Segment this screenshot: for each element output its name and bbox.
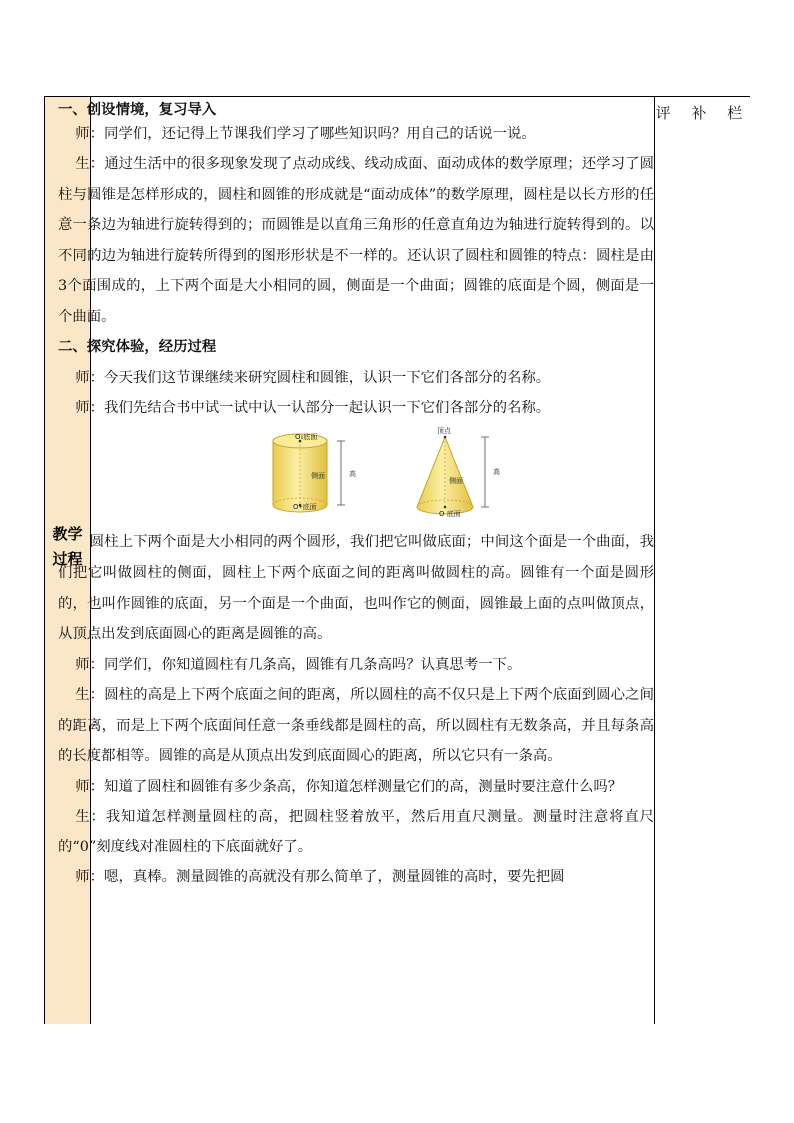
paragraph: 师：今天我们这节课继续来研究圆柱和圆锥，认识一下它们各部分的名称。 bbox=[75, 370, 551, 386]
cone-diagram bbox=[403, 427, 523, 523]
cylinder-diagram bbox=[263, 427, 383, 523]
paragraph: 师：知道了圆柱和圆锥有多少条高，你知道怎样测量它们的高，测量时要注意什么吗？ bbox=[75, 778, 623, 795]
paragraph: 生：圆柱的高是上下两个底面之间的距离，所以圆柱的高不仅只是上下两个底面到圆心之间的距离，而是上下两个底面间任意一条垂线都是圆柱的高，所以圆柱有无数条高，并且每条高的长度都相等。圆锥的高是从顶点出发到底面圆心的距离，所以它只有一条高。 bbox=[58, 687, 654, 765]
paragraph: 师：同学们，还记得上节课我们学习了哪些知识吗？用自己的话说一说。 bbox=[75, 126, 536, 142]
paragraph: 师：嗯，真棒。测量圆锥的高就没有那么简单了，测量圆锥的高时，要先把圆 bbox=[75, 868, 565, 885]
paragraph: 师：我们先结合书中试一试中认一认部分一起认识一下它们各部分的名称。 bbox=[75, 400, 551, 416]
cone-bottom-label: O 底面 bbox=[439, 510, 461, 518]
cylinder-side-label: 侧面 bbox=[311, 472, 325, 480]
cone-apex-label: 顶点 bbox=[437, 427, 451, 435]
lesson-content bbox=[58, 96, 654, 892]
paragraph: 生：通过生活中的很多现象发现了点动成线、线动成面、面动成体的数学原理；还学习了圆柱与圆锥是怎样形成的，圆柱和圆锥的形成就是“面动成体”的数学原理，圆柱是以长方形的任意一条边为轴进行旋转得到的；而圆锥是以直角三角形的任意直角边为轴进行旋转得到的。以不同的边为轴进行旋转所得到的图形形状是不一样的。还认识了圆柱和圆锥的特点：圆柱是由3个面围成的，上下两个面是大小相同的圆，侧面是一个曲面；圆锥的底面是个圆，侧面是一个曲面。 bbox=[58, 156, 654, 325]
cone-side-label: 侧面 bbox=[449, 477, 463, 485]
review-column bbox=[654, 97, 751, 1024]
paragraph: 圆柱上下两个面是大小相同的两个圆形，我们把它叫做底面；中间这个面是一个曲面，我们把它叫做圆柱的侧面，圆柱上下两个底面之间的距离叫做圆柱的高。圆锥有一个面是圆形的，也叫作圆锥的底面，另一个面是一个曲面，也叫作它的侧面，圆锥最上面的点叫做顶点，从顶点出发到底面圆心的距离是圆锥的高。 bbox=[58, 534, 654, 643]
review-column-header: 评 补 栏 bbox=[655, 104, 751, 122]
section-label: 教学 过程 bbox=[52, 525, 83, 568]
cylinder-height-label: 高 bbox=[349, 470, 356, 478]
section-heading-1: 一、创设情境，复习导入 bbox=[58, 102, 217, 118]
cone-height-label: 高 bbox=[493, 468, 500, 476]
cylinder-cone-figure bbox=[58, 427, 654, 523]
section-heading-2: 二、探究体验，经历过程 bbox=[58, 339, 217, 355]
cylinder-top-label: O₁底面 bbox=[295, 433, 318, 441]
cylinder-bottom-label: O•底面 bbox=[293, 503, 317, 511]
paragraph: 师：同学们，你知道圆柱有几条高，圆锥有几条高吗？认真思考一下。 bbox=[75, 657, 522, 674]
paragraph: 生：我知道怎样测量圆柱的高，把圆柱竖着放平，然后用直尺测量。测量时注意将直尺的“0”刻度线对准圆柱的下底面就好了。 bbox=[58, 808, 654, 855]
